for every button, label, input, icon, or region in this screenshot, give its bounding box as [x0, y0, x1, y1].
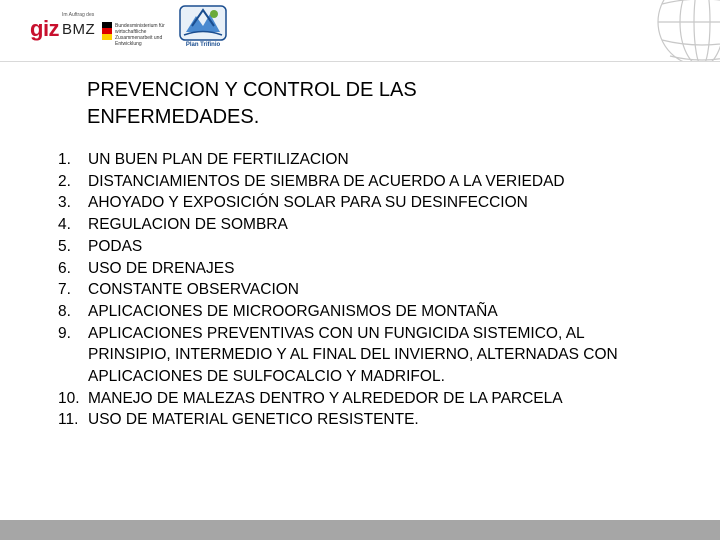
list-item [58, 323, 658, 388]
item-text: APLICACIONES PREVENTIVAS CON UN FUNGICIDA SISTEMICO, AL PRINSIPIO, INTERMEDIO Y AL FINAL DEL INVIERNO, ALTERNADAS CON APLICACIONES DE SULFOCALCIO Y MADRIFOL. [88, 324, 618, 386]
list-item [58, 171, 658, 193]
item-text: PODAS [88, 237, 143, 255]
item-number: 11. [58, 411, 79, 429]
item-text: UN BUEN PLAN DE FERTILIZACION [88, 151, 349, 168]
page-title [87, 77, 647, 131]
item-number: 7. [58, 281, 71, 299]
item-number: 1. [58, 151, 71, 168]
header [0, 0, 720, 62]
bmz-logo-block [62, 12, 166, 52]
item-number: 3. [58, 194, 71, 212]
globe-icon [640, 0, 720, 62]
bmz-logo: BMZ [62, 21, 96, 38]
item-number: 8. [58, 302, 71, 320]
item-text: MANEJO DE MALEZAS DENTRO Y ALREDEDOR DE LA PARCELA [88, 389, 563, 407]
item-number: 6. [58, 259, 71, 277]
item-number: 2. [58, 172, 71, 190]
item-number: 9. [58, 324, 71, 342]
list-item [58, 279, 658, 301]
item-text: USO DE DRENAJES [88, 259, 235, 277]
item-text: AHOYADO Y EXPOSICIÓN SOLAR PARA SU DESINFECCION [88, 194, 528, 212]
eagle-icon [102, 22, 112, 42]
title-line-1: PREVENCION Y CONTROL DE LAS [87, 79, 417, 101]
bmz-caption: Im Auftrag des [62, 12, 95, 18]
item-text: REGULACION DE SOMBRA [88, 216, 288, 234]
plan-trifinio-logo [172, 2, 234, 58]
footer-bar [0, 520, 720, 540]
list-item [58, 388, 658, 410]
giz-logo: giz [30, 16, 60, 41]
list-item [58, 258, 658, 280]
prevention-list [58, 149, 658, 431]
list-item [58, 301, 658, 323]
item-text: CONSTANTE OBSERVACION [88, 281, 300, 299]
list-item [58, 192, 658, 214]
plan-trifinio-emblem-icon [172, 2, 234, 44]
item-text: DISTANCIAMIENTOS DE SIEMBRA DE ACUERDO A LA VERIEDAD [88, 172, 565, 190]
ministry-text: Bundesministerium für wirtschaftliche Zusammenarbeit und Entwicklung [115, 23, 165, 47]
list-item [58, 409, 658, 431]
plan-trifinio-label: Plan Trifinio [185, 42, 221, 48]
item-number: 10. [58, 389, 80, 407]
list-item [58, 214, 658, 236]
item-text: USO DE MATERIAL GENETICO RESISTENTE. [88, 411, 419, 429]
item-text: APLICACIONES DE MICROORGANISMOS DE MONTAÑA [88, 302, 498, 320]
item-number: 5. [58, 237, 71, 255]
list-item [58, 149, 658, 171]
item-number: 4. [58, 216, 71, 234]
header-divider [0, 61, 720, 62]
title-line-2: ENFERMEDADES. [87, 106, 260, 128]
list-item [58, 236, 658, 258]
